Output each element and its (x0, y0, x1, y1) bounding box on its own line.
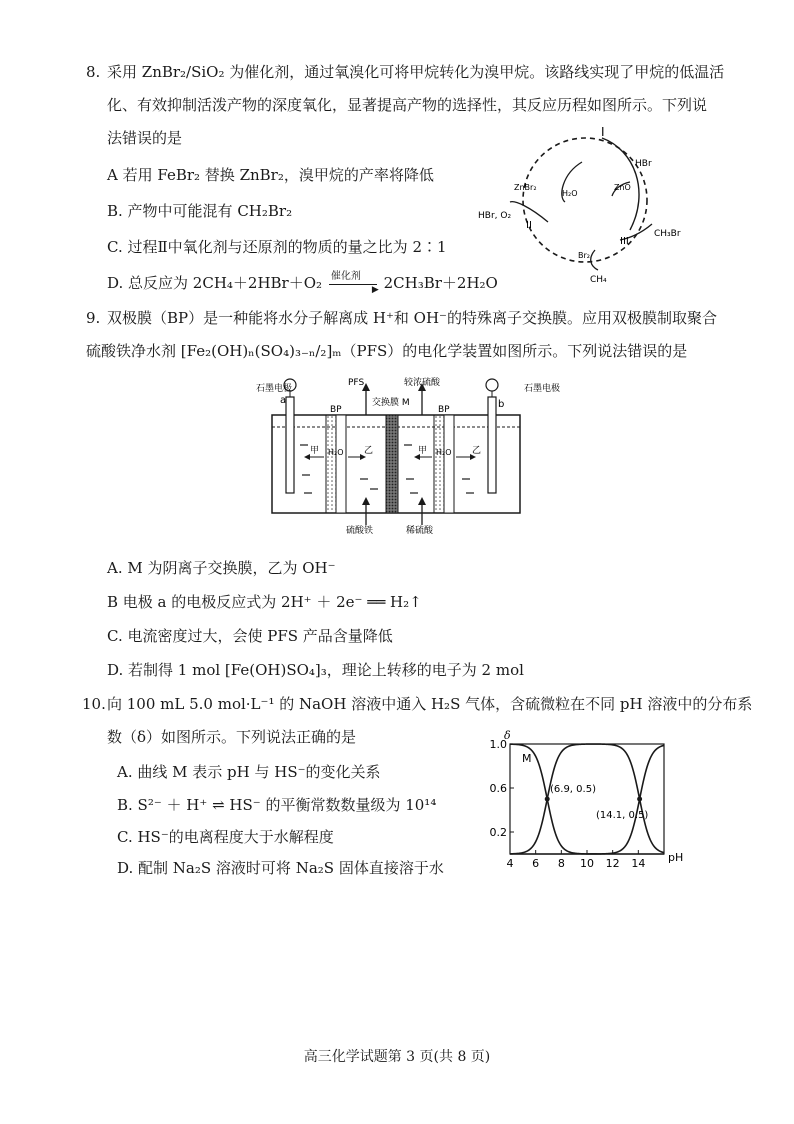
y-tick-label: 0.6 (489, 782, 507, 795)
arrow-hbr-o2 (510, 202, 548, 222)
bp-membrane-right-b (444, 415, 454, 513)
q9-option-a: A. M 为阴离子交换膜，乙为 OH⁻ (107, 559, 336, 577)
q10-stem-line2: 数（δ）如图所示。下列说法正确的是 (107, 728, 357, 746)
dilute-acid-inlet-arrow (418, 497, 426, 505)
x-tick-label: 6 (532, 857, 540, 870)
x-tick-label: 10 (580, 857, 594, 870)
bp-membrane-left-b (336, 415, 346, 513)
page-footer: 高三化学试题第 3 页(共 8 页) (303, 1049, 491, 1065)
annotation-point (637, 797, 642, 802)
q9-option-c: C. 电流密度过大，会使 PFS 产品含量降低 (107, 627, 393, 645)
label-h2o-left: H₂O (328, 448, 344, 457)
label-hbr-o2: HBr, O₂ (478, 211, 512, 221)
curve-m-label: M (522, 752, 532, 765)
label-b: b (498, 399, 505, 410)
q8-option-d-products: 2CH₃Br＋2H₂O (383, 274, 498, 292)
label-conc-acid: 较浓硫酸 (404, 378, 441, 388)
annotation-point (545, 797, 550, 802)
label-jia-left: 甲 (310, 446, 320, 456)
q9-stem-line2: 硫酸铁净水剂 [Fe₂(OH)ₙ(SO₄)₃₋ₙ/₂]ₘ（PFS）的电化学装置如图所示。下列说法错误的是 (86, 342, 688, 360)
arrow-ch4 (591, 250, 598, 270)
label-zno: ZnO (614, 183, 631, 192)
label-right-electrode: 石墨电极 (524, 384, 561, 394)
electrode-b-terminal (486, 379, 498, 391)
label-znbr2: ZnBr₂ (514, 183, 537, 192)
label-hbr: HBr (635, 159, 652, 169)
q8-option-d (107, 273, 498, 293)
q8-stem-line1: 采用 ZnBr₂/SiO₂ 为催化剂，通过氧溴化可将甲烷转化为溴甲烷。该路线实现了甲烷的低温活 (107, 63, 725, 81)
electrode-b (488, 397, 496, 493)
q10-number: 10. (82, 695, 106, 713)
label-ch4: CH₄ (590, 275, 607, 285)
feso4-inlet-arrow (362, 497, 370, 505)
label-pfs: PFS (348, 378, 365, 388)
label-a: a (280, 395, 287, 406)
label-h2o-right: H₂O (436, 448, 452, 457)
q10-option-a: A. 曲线 M 表示 pH 与 HS⁻的变化关系 (117, 763, 381, 781)
x-tick-label: 12 (605, 857, 620, 870)
q10-option-c: C. HS⁻的电离程度大于水解程度 (117, 828, 334, 846)
q9-number: 9. (86, 309, 101, 327)
electrolysis-apparatus-diagram (250, 375, 561, 536)
q8-number: 8. (86, 63, 101, 81)
y-tick-label: 0.2 (489, 826, 507, 839)
q10-option-b: B. S²⁻ ＋ H⁺ ⇌ HS⁻ 的平衡常数数量级为 10¹⁴ (117, 796, 437, 814)
label-i: I (601, 125, 605, 139)
exchange-membrane-m (386, 415, 398, 513)
label-h2o: H₂O (562, 189, 578, 198)
q8-option-a: A 若用 FeBr₂ 替换 ZnBr₂，溴甲烷的产率将降低 (107, 166, 434, 184)
annotation-pka1: (6.9, 0.5) (550, 784, 596, 795)
label-bp-left: BP (330, 405, 342, 415)
q9-stem-line1: 双极膜（BP）是一种能将水分子解离成 H⁺和 OH⁻的特殊离子交换膜。应用双极膜制取聚合 (107, 309, 717, 327)
label-yi-right: 乙 (472, 446, 482, 456)
bp-membrane-left-a (326, 415, 336, 513)
q10-option-d: D. 配制 Na₂S 溶液时可将 Na₂S 固体直接溶于水 (117, 859, 444, 877)
q8-stem-line3: 法错误的是 (107, 129, 183, 147)
y-tick-label: 1.0 (489, 738, 507, 751)
curves (510, 744, 664, 854)
label-dilute-acid: 稀硫酸 (406, 526, 434, 536)
label-left-electrode: 石墨电极 (256, 384, 293, 394)
catalyst-label: 催化剂 (330, 271, 361, 282)
bp-membrane-right-a (434, 415, 444, 513)
q8-option-b: B. 产物中可能混有 CH₂Br₂ (107, 202, 293, 220)
label-ii: II (526, 220, 532, 231)
label-yi-left: 乙 (364, 446, 374, 456)
label-iii: III (620, 236, 629, 247)
y-axis-label: δ (504, 729, 511, 742)
q8-option-d-reactants: D. 总反应为 2CH₄＋2HBr＋O₂ (107, 274, 323, 292)
label-br2: Br₂ (578, 251, 590, 260)
x-tick-label: 14 (631, 857, 646, 870)
q9-option-b: B 电极 a 的电极反应式为 2H⁺ ＋ 2e⁻ ══ H₂↑ (107, 593, 422, 611)
q8-stem-line2: 化、有效抑制活泼产物的深度氧化，显著提高产物的选择性，其反应历程如图所示。下列说 (107, 96, 708, 114)
x-tick-label: 4 (506, 857, 514, 870)
label-bp-right: BP (438, 405, 450, 415)
q10-stem-line1: 向 100 mL 5.0 mol·L⁻¹ 的 NaOH 溶液中通入 H₂S 气体，含硫微粒在不同 pH 溶液中的分布系 (107, 695, 753, 713)
reaction-arrow: 催化剂 ▶ (327, 273, 379, 293)
label-membrane-m: 交换膜 M (372, 398, 410, 408)
electrode-a (286, 397, 294, 493)
label-feso4: 硫酸铁 (346, 526, 374, 536)
q8-option-c: C. 过程Ⅱ中氧化剂与还原剂的物质的量之比为 2∶1 (107, 238, 447, 256)
reaction-cycle-diagram (470, 122, 700, 292)
distribution-fraction-chart (470, 728, 700, 878)
x-axis-label: pH (668, 851, 684, 864)
label-ch3br: CH₃Br (654, 229, 681, 239)
annotation-pka2: (14.1, 0.5) (596, 810, 649, 821)
x-tick-label: 8 (557, 857, 565, 870)
q9-option-d: D. 若制得 1 mol [Fe(OH)SO₄]₃，理论上转移的电子为 2 mol (107, 661, 524, 679)
label-jia-right: 甲 (418, 446, 428, 456)
